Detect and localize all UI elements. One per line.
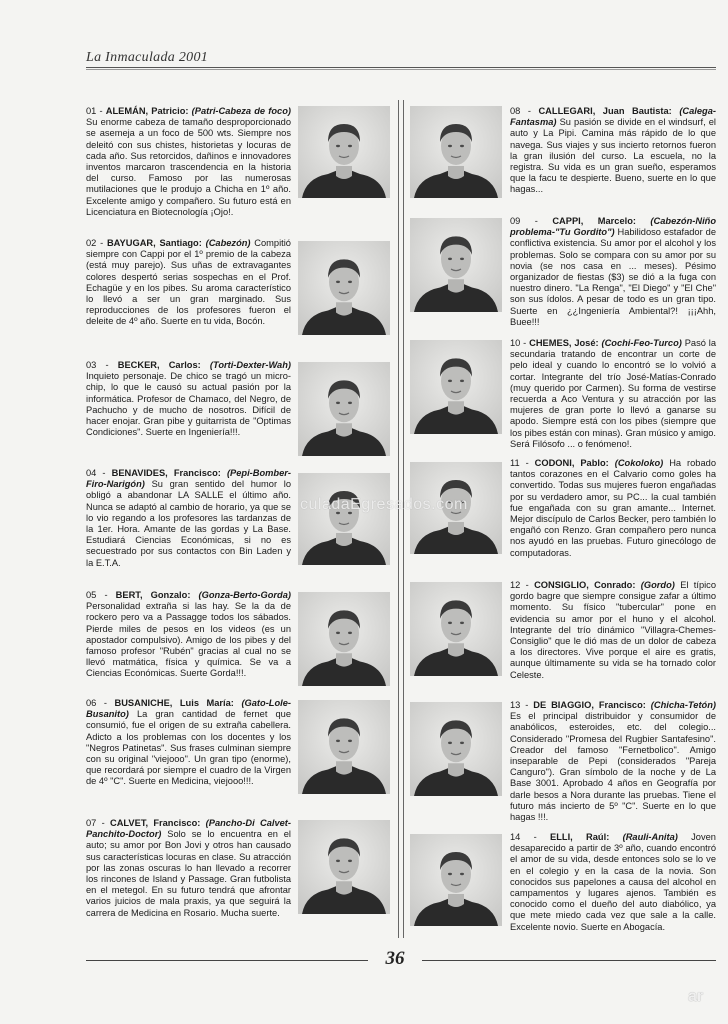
portrait-photo-02 [298,241,390,335]
entry-body: Su pasión se divide en el windsurf, el auto y La Pipi. Camina más rápido de lo que navega. Sus viajes y sus incierto retornos fueron la gran ilusión del curso. La escuela, no la registra. Su vida es un gran sueño, esperamos que la facu te despierte. Bueno, suerte en lo que hagas... [510,117,716,195]
entry-body: Inquieto personaje. De chico se tragó un micro-chip, lo que le causó su actual pasión por la informática. Profesor de Chamaco, del Negro, de Pachucho y de mucho de nosotros. Difícil de hacer enojar. Gran pibe y guitarrista de "Optimas Condiciones". Suerte en Ingeniería!!!. [86,371,291,438]
entry-number: 12 [510,580,521,590]
entry-text: 02 - BAYUGAR, Santiago: (Cabezón) Compitió siempre con Cappi por el 1º premio de la cabeza (está muy parejo). Sus uñas de extravagantes colores despertó serias sospechas en el Prof. Echagüe y en los pibes. Su aroma característico lo llevó a ser un gran marginado. Sus reproducciones de los profesores fueron el deleite de 4º año. Suerte en tu vida, Bocón. [86,238,291,327]
entry-number: 11 [510,458,520,468]
watermark-text: culadaEgresados.com [300,496,468,513]
entry-body: Ha robado tantos corazones en el Calvario como goles ha convertido. Todas sus mujeres fueron engañadas por su verdadero amor, su PC... la cual también fue engañada con su gran amante... Internet. Mejor discípulo de Carlos Becker, pero también lo engañó con Renzo. Gran compañero pero nunca nos ayudó en las pruebas. Futuro ginecólogo de computadoras. [510,458,716,558]
portrait-silhouette [410,340,502,434]
entry-07 [86,818,291,919]
entry-text: 11 - CODONI, Pablo: (Cokoloko) Ha robado tantos corazones en el Calvario como goles ha convertido. Todas sus mujeres fueron engañadas por su verdadero amor, su PC... la cual también fue engañada con su gran amante... Internet. Mejor discípulo de Carlos Becker, pero también lo engañó con Renzo. Gran compañero pero nunca nos ayudó en las pruebas. Futuro ginecólogo de computadoras. [510,458,716,558]
entry-text: 13 - DE BIAGGIO, Francisco: (Chicha-Tetón) Es el principal distribuidor y consumidor de anabólicos, esteroides, etc. del colegio... Considerado "Promesa del Rugbier Santafesino". Creador del famoso "Fernetbolico". Amigo inseparable de Pepi (considerados "Pareja Canguro"). Gran símbolo de la noche y de La Base 3001. Aprobado 4 años en Geografía por darle besos a Nora durante las pruebas. Tiene el futuro más incierto de 5º "C". Suerte en lo que hagas !!!. [510,700,717,823]
entry-text: 01 - ALEMÁN, Patricio: (Patri-Cabeza de foco) Su enorme cabeza de tamaño desproporcionado se asemeja a un foco de 500 wts. Siempre nos deleitó con sus chistes, historietas y locuras de cada año. Sus retorcidos, dañinos e innovadores inventos marcaron trascendencia en la historia del curso. Famoso por las numerosas mutilaciones que le produjo a Chicha en 1º año. Excelente amigo y compañero. Su futuro está en Licenciatura en Biotecnología ¡Ojo!. [86,106,291,217]
portrait-silhouette [298,820,390,914]
footer-rule-left [86,960,368,961]
footer-rule-right [422,960,716,961]
portrait-photo-10 [410,340,502,434]
column-divider [398,100,404,938]
entry-text: 04 - BENAVIDES, Francisco: (Pepi-Bomber-Firo-Narigón) Su gran sentido del humor lo obligó a abandonar LA SALLE el último año. Nunca se adaptó al cambio de horario, ya que se lo vio regando a los profesores las tardanzas de la 1er. Hora. Amante de las gordas y La Base. Estudiará Ciencias Económicas, si no es secuestrado por sus contactos con Bin Laden y la E.T.A. [86,468,291,568]
entry-nickname: (Cabezón) [205,238,251,248]
portrait-silhouette [298,700,390,794]
portrait-photo-08 [410,106,502,198]
portrait-photo-01 [298,106,390,198]
entry-14 [510,832,716,933]
entry-nickname: (Patri-Cabeza de foco) [191,106,291,116]
entry-nickname: (Calega-Fantasma) [510,106,716,128]
entry-text: 09 - CAPPI, Marcelo: (Cabezón-Niño problema-"Tu Gordito") Habilidoso estafador de conflictiva existencia. Su amor por el alcohol y los problemas. Solo se compara con su amor por su novia (se nos casa en ... meses). Pésimo organizador de fiestas ($3) se dió a la fuga con nuestro dinero. "La Renga", "El Diego" y "El Che" son sus ídolos. A pesar de todo es un gran tipo. Suerte en ¿¿Ingeniería Ambiental?! ¡¡¡Ahh, Buee!!! [510,216,717,327]
entry-number: 01 [86,106,97,116]
entry-number: 02 [86,238,97,248]
portrait-photo-07 [298,820,390,914]
entry-nickname: (Torti-Dexter-Wah) [209,360,291,370]
entry-13 [510,700,716,823]
entry-body: Habilidoso estafador de conflictiva existencia. Su amor por el alcohol y los problemas. Solo se compara con su amor por su novia (se nos casa en ... meses). Pésimo organizador de fiestas ($3) se dió a la fuga con nuestro dinero. "La Renga", "El Diego" y "El Che" son sus ídolos. A pesar de todo es un gran tipo. Suerte en ¿¿Ingeniería Ambiental?! ¡¡¡Ahh, Buee!!! [510,227,716,327]
header-title: La Inmaculada 2001 [86,50,209,65]
entry-nickname: (Cabezón-Niño problema-"Tu Gordito") [510,216,717,238]
entry-number: 05 [86,590,97,600]
entry-body: Pasó la secundaria tratando de encontrar un corte de pelo ideal y cuando lo encontró se lo volvió a cortar. Integrante del trío José-Matías-Conrado (muy querido por Carmen). Su forma de vestirse recuerda a Aco Ventura y su atracción por las mujeres de gran porte lo llevó a ganarse su apodo. Siempre está con los pibes (siempre que los pibes están con minas). Gran músico y amigo. Será Filósofo ... o fenómeno!. [510,338,716,449]
portrait-photo-05 [298,592,390,686]
entry-number: 07 [86,818,97,828]
entry-number: 08 [510,106,521,116]
entry-body: Personalidad extraña si las hay. Se la da de rockero pero va a Passagge todos los sábados. Pierde miles de pesos en los videos (es un apostador compulsivo). Amigo de los pibes y del famoso profesor "Rubén" gracias al cual no se llevó matmática, física y química. Se va a Ciencias Económicas. Suerte Gorda!!!. [86,601,291,679]
entry-text: 14 - ELLI, Raúl: (Rauli-Anita) Joven desaparecido a partir de 3º año, cuando encontró el amor de su vida, desde entonces solo se lo ve en el colegio y en la casa de la novia. Son conocidos sus papelones a causa del alcohol en campamentos y lugares ajenos. También es conocido como el dueño del auto diabólico, ya que mete miedo cada vez que sale a la calle. Excelente novio. Suerte en Abogacía. [510,832,716,932]
page-number: 36 [385,948,405,969]
portrait-silhouette [410,582,502,676]
entry-nickname: (Cochi-Feo-Turco) [601,338,682,348]
entry-nickname: (Gato-Lole-Busanito) [86,698,292,720]
entry-text: 08 - CALLEGARI, Juan Bautista: (Calega-Fantasma) Su pasión se divide en el windsurf, el auto y La Pipi. Camina más rápido de lo que navega. Sus viajes y sus incierto retornos fueron la gran ilusión del curso. La escuela, no la registra. Su vida es un gran sueño, esperamos que la facu te despierte. Bueno, suerte en lo que hagas... [510,106,716,195]
portrait-silhouette [410,106,502,198]
entry-05 [86,590,291,680]
portrait-silhouette [298,473,390,565]
entry-text: 10 - CHEMES, José: (Cochi-Feo-Turco) Pasó la secundaria tratando de encontrar un corte de pelo ideal y cuando lo encontró se lo volvió a cortar. Integrante del trío José-Matías-Conrado (muy querido por Carmen). Su forma de vestirse recuerda a Aco Ventura y su atracción por las mujeres de gran porte lo llevó a ganarse su apodo. Siempre está con los pibes (siempre que los pibes están con minas). Gran músico y amigo. Será Filósofo ... o fenómeno!. [510,338,716,449]
entry-number: 14 [510,832,521,842]
portrait-photo-03 [298,362,390,456]
entry-nickname: (Rauli-Anita) [622,832,678,842]
entry-03 [86,360,291,438]
entry-number: 03 [86,360,97,370]
entry-number: 04 [86,468,97,478]
portrait-photo-04 [298,473,390,565]
portrait-photo-12 [410,582,502,676]
portrait-silhouette [298,106,390,198]
entry-name: CONSIGLIO, Conrado: [534,580,636,590]
entry-text: 05 - BERT, Gonzalo: (Gonza-Berto-Gorda) Personalidad extraña si las hay. Se la da de rockero pero va a Passagge todos los sábados. Pierde miles de pesos en los videos (es un apostador compulsivo). Amigo de los pibes y del famoso profesor "Rubén" gracias al cual no se llevó matmática, física y química. Se va a Ciencias Económicas. Suerte Gorda!!!. [86,590,291,679]
header-rule [86,67,716,70]
entry-body: Solo se lo encuentra en el auto; su amor por Bon Jovi y otros han causado sus características locuras en clase. Su atracción por las zonas oscuras lo han llevado a recorrer los rincones de Island y Passage. Gran futbolista en el metegol. En su futuro tendrá que afrontar varios juicios de mala praxis, ya que seguirá la carrera de Medicina en Rosario. Mucha suerte. [86,829,291,918]
entry-body: Su gran sentido del humor lo obligó a abandonar LA SALLE el último año. Nunca se adaptó al cambio de horario, ya que se lo vio regando a los profesores las tardanzas de la 1er. Hora. Amante de las gordas y La Base. Estudiará Ciencias Económicas, si no es secuestrado por sus contactos con Bin Laden y la E.T.A. [86,479,291,568]
portrait-silhouette [298,592,390,686]
entry-nickname: (Pepi-Bomber-Firo-Narigón) [86,468,291,490]
entry-text: 06 - BUSANICHE, Luis María: (Gato-Lole-Busanito) La gran cantidad de fernet que consumió, fue el origen de su extraña cabellera. Adicto a los problemas con los docentes y los "Negros Patinetas". Sus frases culminan siempre con su original "viejooo". Un gran tipo (enorme), que recordará por siempre el cuadro de la Virgen de 4º "C". Suerte en Medicina, viejooo!!!. [86,698,292,787]
entry-number: 06 [86,698,97,708]
entry-name: ALEMÁN, Patricio: [105,106,189,116]
entry-name: CALVET, Francisco: [110,818,201,828]
entry-09 [510,216,716,328]
entry-nickname: (Chicha-Tetón) [650,700,717,710]
portrait-silhouette [410,702,502,796]
portrait-silhouette [410,834,502,926]
entry-nickname: (Cokoloko) [614,458,664,468]
entry-text: 03 - BECKER, Carlos: (Torti-Dexter-Wah) Inquieto personaje. De chico se tragó un micro-chip, lo que le causó su actual pasión por la informática. Profesor de Chamaco, del Negro, de Pachucho y de mucho de nosotros. Difícil de hacer enojar. Gran pibe y guitarrista de "Optimas Condiciones". Suerte en Ingeniería!!!. [86,360,291,438]
entry-name: BECKER, Carlos: [117,360,201,370]
entry-body: Compitió siempre con Cappi por el 1º premio de la cabeza (está muy parejo). Sus uñas de extravagantes colores despertó serias sospechas en el Prof. Echagüe y en los pibes. Su aroma característico lo llevó a ser un gran marginado. Sus reproducciones de los profesores fueron el deleite de 4º año. Suerte en tu vida, Bocón. [86,238,291,327]
entry-number: 09 [510,216,521,226]
entry-06 [86,698,291,788]
entry-04 [86,468,291,569]
entry-nickname: (Gordo) [640,580,675,590]
entry-11 [510,458,716,559]
entry-name: CODONI, Pablo: [534,458,609,468]
entry-number: 10 [510,338,521,348]
entry-number: 13 [510,700,521,710]
entry-01 [86,106,291,218]
entry-body: Joven desaparecido a partir de 3º año, cuando encontró el amor de su vida, desde entonces solo se lo ve en el colegio y en la casa de la novia. Son conocidos sus papelones a causa del alcohol en campamentos y lugares ajenos. También es conocido como el dueño del auto diabólico, ya que mete miedo cada vez que sale a la calle. Excelente novio. Suerte en Abogacía. [510,832,716,932]
entry-nickname: (Pancho-Di Calvet-Panchito-Doctor) [86,818,291,840]
corner-watermark: ar [688,988,704,1005]
page-header [86,50,716,72]
entry-10 [510,338,716,450]
entry-body: La gran cantidad de fernet que consumió, fue el origen de su extraña cabellera. Adicto a los problemas con los docentes y los "Negros Patinetas". Sus frases culminan siempre con su original "viejooo". Un gran tipo (enorme), que recordará por siempre el cuadro de la Virgen de 4º "C". Suerte en Medicina, viejooo!!!. [86,709,292,787]
portrait-silhouette [298,241,390,335]
entry-name: BENAVIDES, Francisco: [111,468,221,478]
entry-12 [510,580,716,681]
portrait-silhouette [410,218,502,312]
portrait-photo-06 [298,700,390,794]
entry-name: DE BIAGGIO, Francisco: [533,700,646,710]
entry-text: 12 - CONSIGLIO, Conrado: (Gordo) El típico gordo bagre que siempre consigue zafar a último momento. Su físico "tubercular" pone en evidencia su amor por el huno y el alcohol. Integrante del trío dinámico "Villagra-Chemes-Consiglio" que le dió mas de un dolor de cabeza a los directores. Vive porque el aire es gratis, aunque últimamente su vida se ha tornado color Celeste. [510,580,717,680]
entry-text: 07 - CALVET, Francisco: (Pancho-Di Calvet-Panchito-Doctor) Solo se lo encuentra en el auto; su amor por Bon Jovi y otros han causado sus características locuras en clase. Su atracción por las zonas oscuras lo han llevado a recorrer los rincones de Island y Passage. Gran futbolista en el metegol. En su futuro tendrá que afrontar varios juicios de mala praxis, ya que seguirá la carrera de Medicina en Rosario. Mucha suerte. [86,818,291,918]
entry-name: CHEMES, José: [529,338,599,348]
entry-name: CAPPI, Marcelo: [552,216,636,226]
entry-name: BUSANICHE, Luis María: [114,698,234,708]
entry-08 [510,106,716,196]
portrait-photo-09 [410,218,502,312]
entry-name: BERT, Gonzalo: [115,590,191,600]
entry-name: ELLI, Raúl: [550,832,610,842]
entry-name: CALLEGARI, Juan Bautista: [538,106,672,116]
portrait-silhouette [298,362,390,456]
entry-body: Es el principal distribuidor y consumidor de anabólicos, esteroides, etc. del colegio... Considerado "Promesa del Rugbier Santafesino". Creador del famoso "Fernetbolico". Amigo inseparable de Pepi (considerados "Pareja Canguro"). Gran símbolo de la noche y de La Base 3001. Aprobado 4 años en Geografía por darle besos a Nora durante las pruebas. Tiene el futuro más incierto de 5º "C". Suerte en lo que hagas !!!. [510,711,716,823]
portrait-photo-13 [410,702,502,796]
entry-body: Su enorme cabeza de tamaño desproporcionado se asemeja a un foco de 500 wts. Siempre nos deleitó con sus chistes, historietas y locuras de cada año. Sus retorcidos, dañinos e innovadores inventos marcaron trascendencia en la historia del curso. Famoso por las numerosas mutilaciones que le produjo a Chicha en 1º año. Excelente amigo y compañero. Su futuro está en Licenciatura en Biotecnología ¡Ojo!. [86,117,291,217]
entry-name: BAYUGAR, Santiago: [106,238,202,248]
entry-body: El típico gordo bagre que siempre consigue zafar a último momento. Su físico "tubercular" pone en evidencia su amor por el huno y el alcohol. Integrante del trío dinámico "Villagra-Chemes-Consiglio" que le dió mas de un dolor de cabeza a los directores. Vive porque el aire es gratis, aunque últimamente su vida se ha tornado color Celeste. [510,580,717,680]
entry-02 [86,238,291,328]
entry-nickname: (Gonza-Berto-Gorda) [198,590,291,600]
portrait-photo-14 [410,834,502,926]
